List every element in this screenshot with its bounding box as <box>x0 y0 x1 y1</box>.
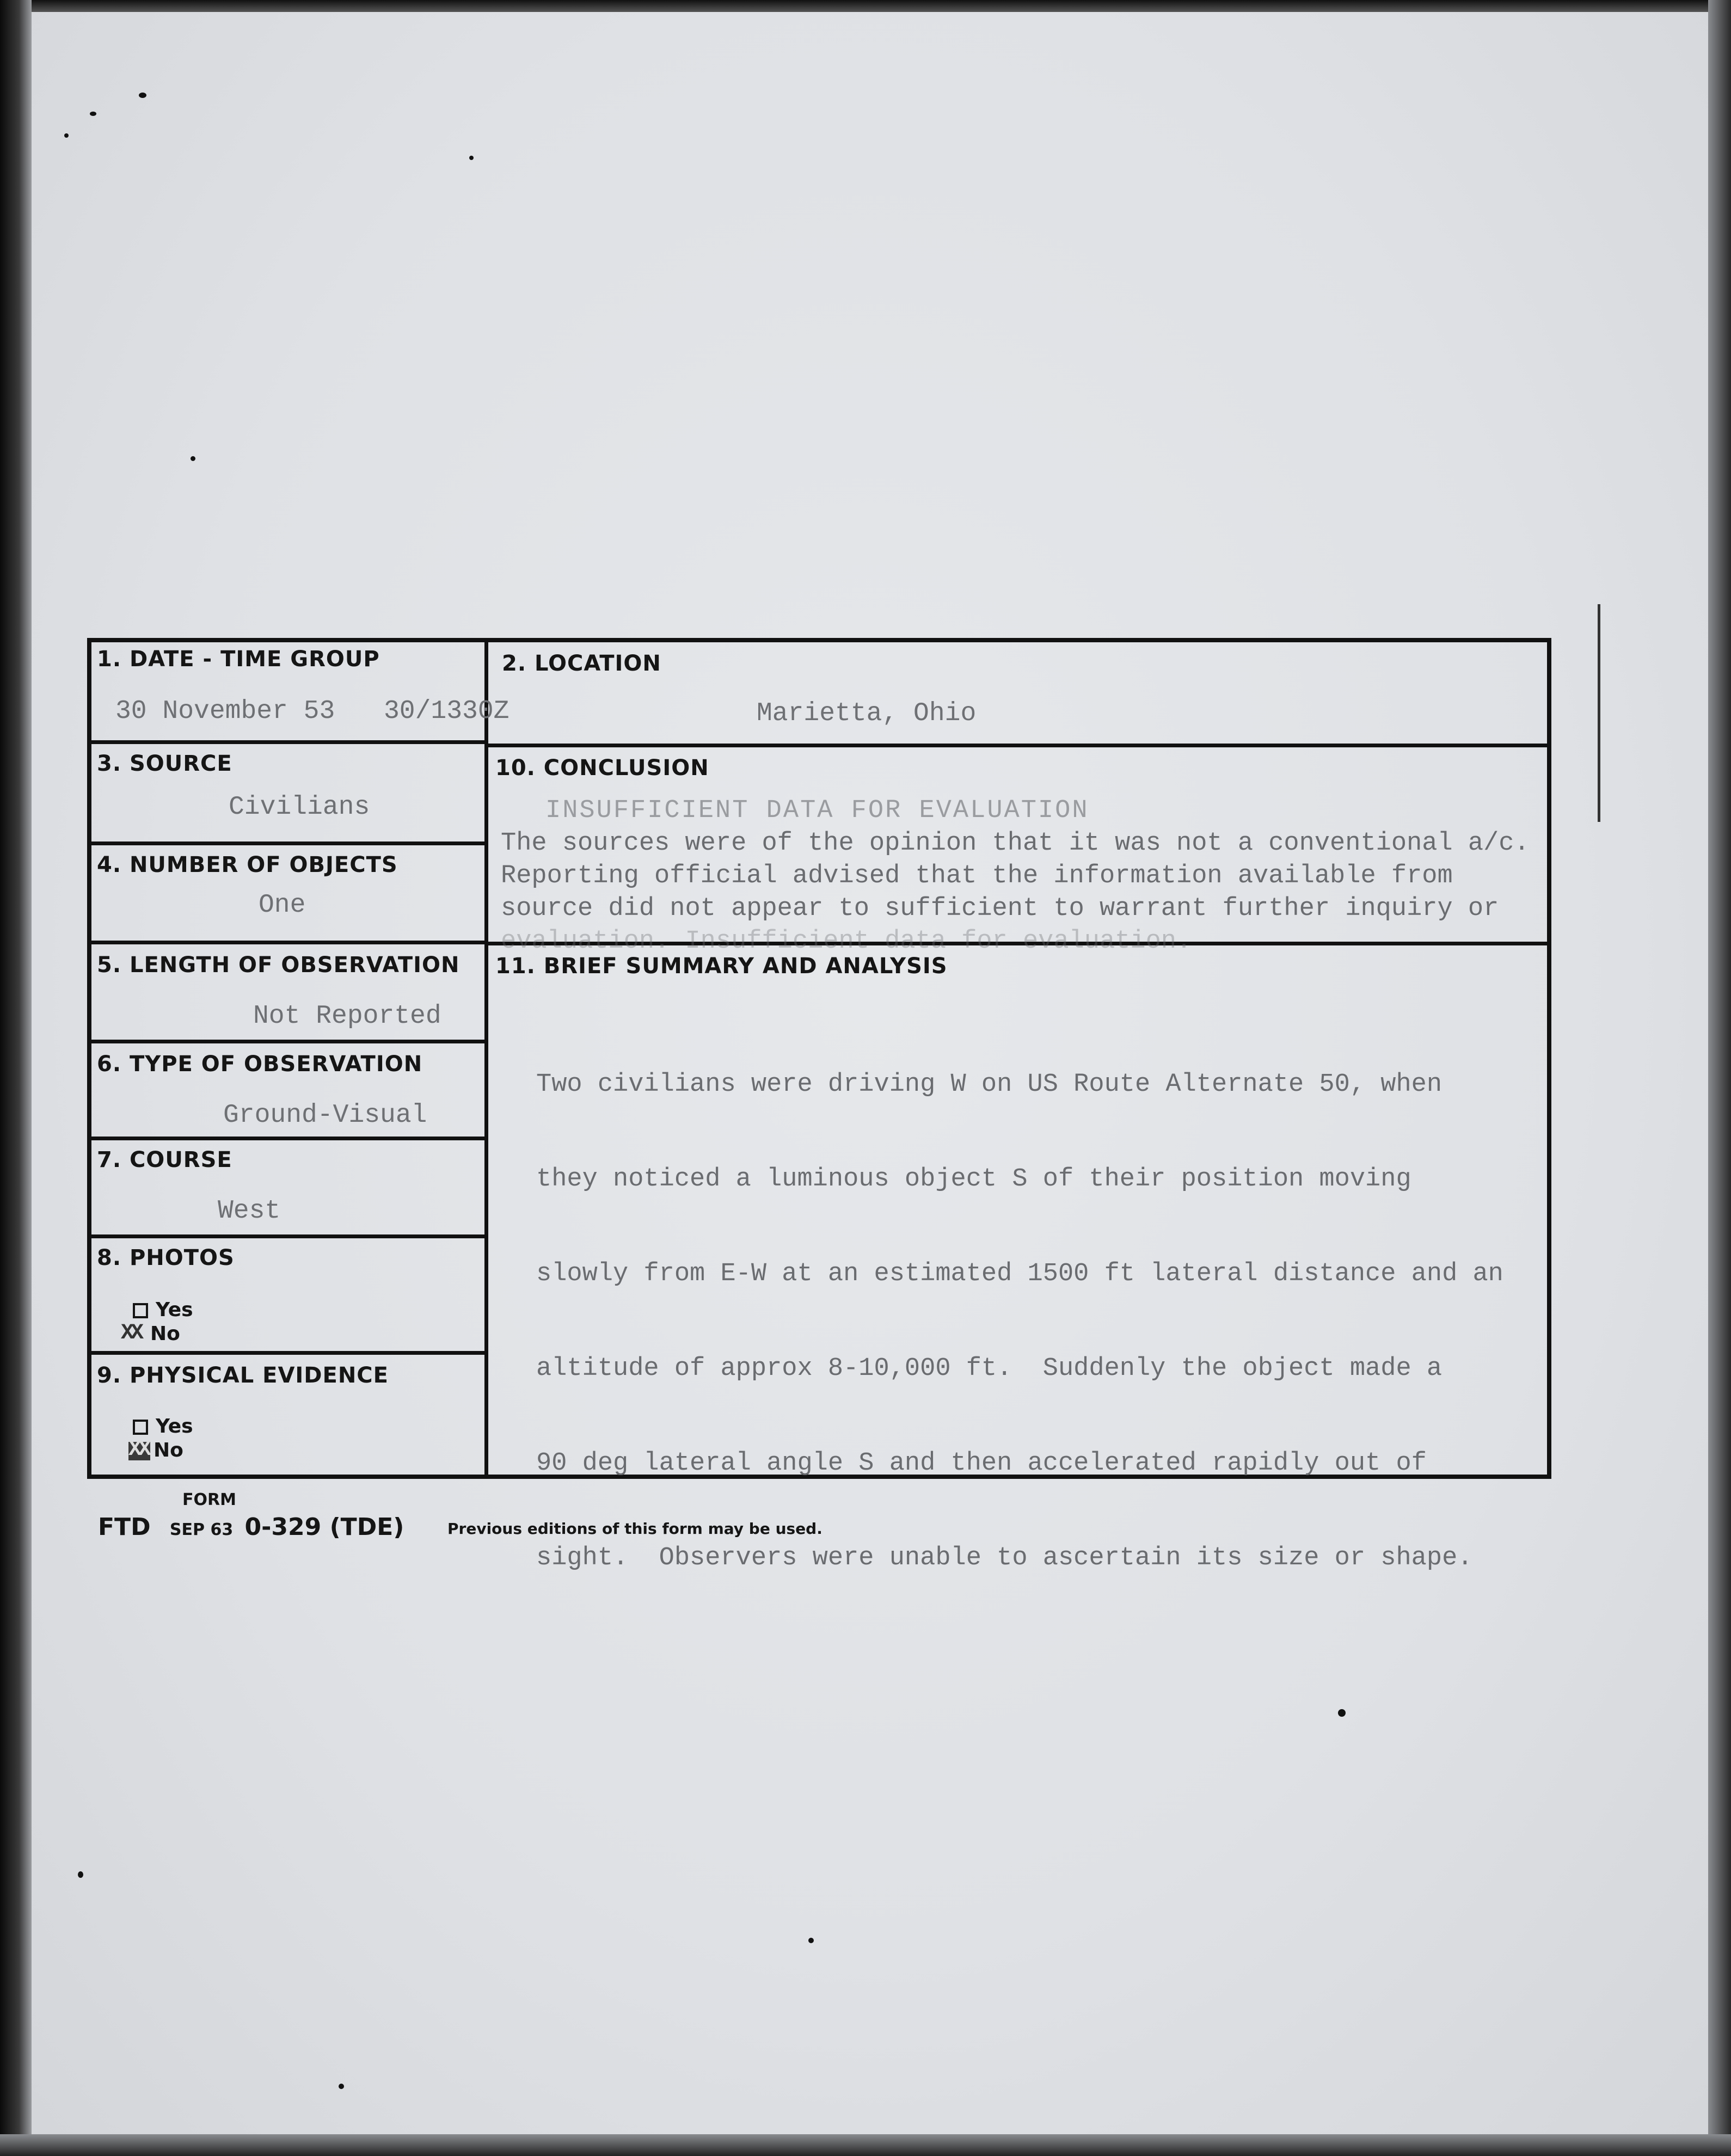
date-value: 30 November 53 <box>115 697 335 726</box>
physical-evidence-no-option[interactable] <box>128 1439 183 1461</box>
date-time-group-label: 1. DATE - TIME GROUP <box>97 647 380 672</box>
brief-summary-label: 11. BRIEF SUMMARY AND ANALYSIS <box>495 954 948 979</box>
row-divider <box>87 740 487 744</box>
photos-yes-checkbox[interactable] <box>133 1303 148 1318</box>
source-label: 3. SOURCE <box>97 751 232 776</box>
conclusion-label: 10. CONCLUSION <box>495 755 709 781</box>
physical-evidence-no-mark: XX <box>128 1438 149 1462</box>
scan-edge-top <box>0 0 1731 12</box>
photos-no-checkbox-marked[interactable] <box>121 1321 147 1346</box>
dust-speck <box>339 2084 344 2089</box>
scan-artifact-line <box>1598 604 1600 822</box>
conclusion-line: Reporting official advised that the information available from <box>501 862 1453 890</box>
physical-evidence-no-label: No <box>154 1439 183 1461</box>
length-of-observation-label: 5. LENGTH OF OBSERVATION <box>97 953 460 978</box>
location-value: Marietta, Ohio <box>757 699 977 728</box>
photos-label: 8. PHOTOS <box>97 1245 235 1270</box>
summary-line: sight. Observers were unable to ascertain its size or shape. <box>536 1544 1473 1573</box>
dust-speck <box>139 93 146 98</box>
summary-line: Two civilians were driving W on US Route Alternate 50, when <box>536 1070 1443 1099</box>
footer-ftd: FTD <box>98 1513 151 1541</box>
dust-speck <box>78 1871 83 1878</box>
course-label: 7. COURSE <box>97 1147 232 1172</box>
conclusion-line: The sources were of the opinion that it was not a conventional a/c. <box>501 829 1530 858</box>
physical-evidence-no-checkbox-marked[interactable] <box>128 1438 150 1462</box>
footer-form-word: FORM <box>182 1490 236 1509</box>
form-identifier <box>98 1513 404 1541</box>
dust-speck <box>1338 1709 1346 1717</box>
physical-evidence-yes-option[interactable] <box>133 1415 193 1438</box>
source-value: Civilians <box>229 793 370 822</box>
conclusion-line: source did not appear to sufficient to warrant further inquiry or <box>501 894 1499 923</box>
dust-speck <box>469 156 474 160</box>
scan-edge-bottom <box>0 2134 1731 2156</box>
dust-speck <box>64 133 69 138</box>
type-of-observation-label: 6. TYPE OF OBSERVATION <box>97 1052 423 1077</box>
time-value: 30/1330Z <box>384 697 510 726</box>
summary-line: 90 deg lateral angle S and then accelerated rapidly out of <box>536 1449 1427 1478</box>
scan-edge-left <box>0 0 32 2156</box>
physical-evidence-yes-label: Yes <box>156 1415 193 1438</box>
summary-line: altitude of approx 8-10,000 ft. Suddenly the object made a <box>536 1354 1443 1383</box>
brief-summary-text <box>536 1006 1532 1606</box>
dust-speck <box>191 456 195 461</box>
physical-evidence-yes-checkbox[interactable] <box>133 1420 148 1435</box>
photos-yes-option[interactable] <box>133 1299 193 1321</box>
row-divider <box>87 1137 487 1140</box>
footer-date-code: SEP 63 <box>169 1520 234 1539</box>
physical-evidence-label: 9. PHYSICAL EVIDENCE <box>97 1363 389 1388</box>
summary-line: slowly from E-W at an estimated 1500 ft lateral distance and an <box>536 1260 1503 1288</box>
course-value: West <box>218 1196 281 1226</box>
dust-speck <box>90 112 96 116</box>
photos-yes-label: Yes <box>156 1299 193 1321</box>
location-label: 2. LOCATION <box>502 651 661 676</box>
conclusion-text <box>501 795 1584 958</box>
row-divider <box>87 841 487 845</box>
row-divider <box>87 941 487 944</box>
number-of-objects-label: 4. NUMBER OF OBJECTS <box>97 852 398 877</box>
length-of-observation-value: Not Reported <box>253 1002 441 1031</box>
row-divider <box>484 744 1551 747</box>
footer-form-number: 0-329 (TDE) <box>244 1513 404 1541</box>
conclusion-line: evaluation. Insufficient data for evaluation. <box>501 927 1192 956</box>
photos-no-label: No <box>150 1323 180 1345</box>
footer-note: Previous editions of this form may be used. <box>447 1520 822 1538</box>
scan-edge-right <box>1708 0 1731 2156</box>
type-of-observation-value: Ground-Visual <box>223 1101 427 1130</box>
summary-line: they noticed a luminous object S of their position moving <box>536 1165 1411 1194</box>
number-of-objects-value: One <box>259 890 306 920</box>
photos-no-option[interactable] <box>121 1323 180 1345</box>
row-divider <box>87 1234 487 1238</box>
conclusion-heading: INSUFFICIENT DATA FOR EVALUATION <box>545 796 1089 825</box>
photos-no-mark: XX <box>121 1321 141 1346</box>
row-divider <box>87 1040 487 1043</box>
dust-speck <box>808 1938 814 1943</box>
row-divider <box>87 1351 487 1355</box>
